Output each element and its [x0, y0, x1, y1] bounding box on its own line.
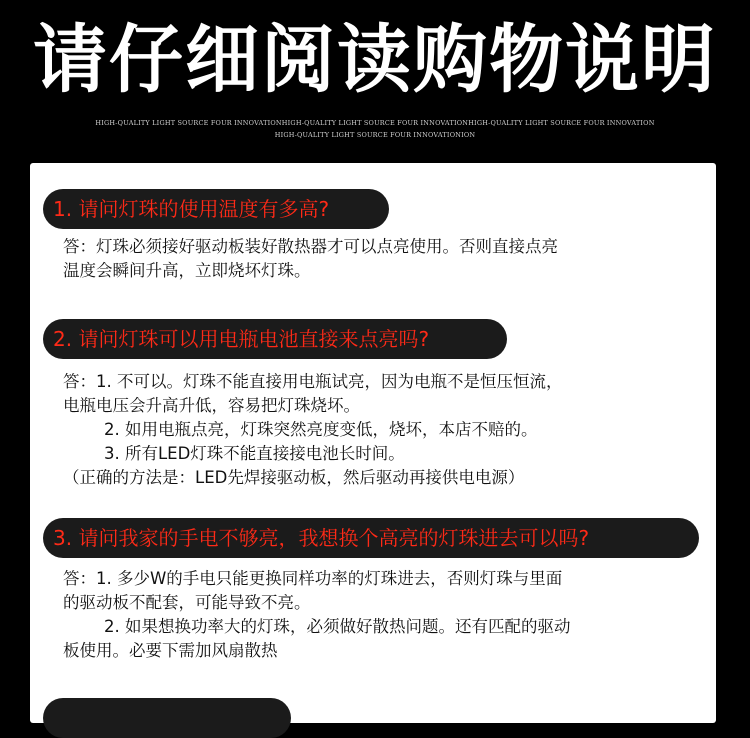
faq-panel [30, 163, 716, 723]
answer-3-line: 2. 如果想换功率大的灯珠，必须做好散热问题。还有匹配的驱动 [104, 617, 571, 636]
question-1-banner [43, 189, 389, 229]
answer-2 [63, 370, 563, 490]
question-2-text: 2. 请问灯珠可以用电瓶电池直接来点亮吗? [53, 327, 430, 351]
question-1-text: 1. 请问灯珠的使用温度有多高? [53, 197, 330, 221]
tagline-line-1: HIGH-QUALITY LIGHT SOURCE FOUR INNOVATIONHIGH-QUALITY LIGHT SOURCE FOUR INNOVATIONHIGH-QUALITY LIGHT SOURCE FOUR INNOVATION [95, 119, 655, 127]
answer-2-line: 电瓶电压会升高升低，容易把灯珠烧坏。 [63, 396, 360, 415]
answer-2-line: 3. 所有LED灯珠不能直接接电池长时间。 [104, 444, 405, 463]
answer-3-line: 的驱动板不配套，可能导致不亮。 [63, 593, 311, 612]
answer-3-line: 答：1. 多少W的手电只能更换同样功率的灯珠进去，否则灯珠与里面 [63, 569, 563, 588]
question-2-banner [43, 319, 507, 359]
answer-2-line: （正确的方法是：LED先焊接驱动板，然后驱动再接供电电源） [63, 468, 525, 487]
answer-1-line: 答：灯珠必须接好驱动板装好散热器才可以点亮使用。否则直接点亮 [63, 237, 558, 256]
question-4-banner [43, 698, 291, 738]
answer-1-line: 温度会瞬间升高，立即烧坏灯珠。 [63, 261, 311, 280]
answer-2-line: 2. 如用电瓶点亮，灯珠突然亮度变低，烧坏，本店不赔的。 [104, 420, 538, 439]
answer-1 [63, 235, 558, 283]
answer-2-line: 答：1. 不可以。灯珠不能直接用电瓶试亮，因为电瓶不是恒压恒流， [63, 372, 563, 391]
question-3-banner [43, 518, 699, 558]
answer-3 [63, 567, 571, 663]
page-title: 请仔细阅读购物说明 [33, 17, 717, 103]
question-3-text: 3. 请问我家的手电不够亮，我想换个高亮的灯珠进去可以吗? [53, 526, 590, 550]
tagline-line-2: HIGH-QUALITY LIGHT SOURCE FOUR INNOVATIONION [274, 131, 476, 139]
answer-3-line: 板使用。必要下需加风扇散热 [63, 641, 278, 660]
